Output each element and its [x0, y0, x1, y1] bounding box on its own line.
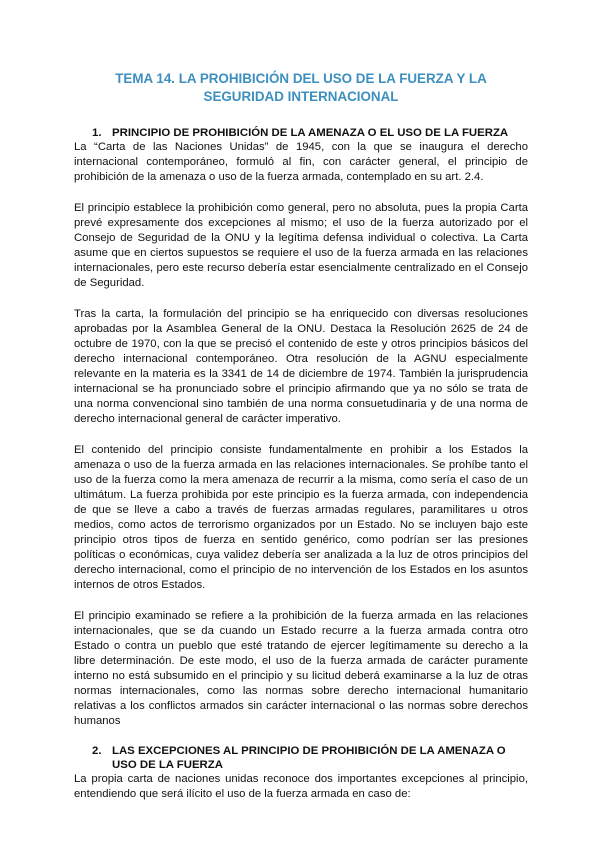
paragraph: La propia carta de naciones unidas reconoce dos importantes excepciones al principio, entendiendo que será ilícito el uso de la fuerza armada en caso de: — [74, 773, 528, 800]
section-number: 2. — [92, 745, 102, 757]
document-title: TEMA 14. LA PROHIBICIÓN DEL USO DE LA FUERZA Y LA SEGURIDAD INTERNACIONAL — [115, 71, 487, 104]
section-1 — [74, 126, 528, 729]
section-2 — [74, 744, 528, 802]
paragraph: La “Carta de las Naciones Unidas” de 1945, con la que se inaugura el derecho internacional contemporáneo, formuló al fin, con carácter general, el principio de prohibición de la amenaza o uso de la fuerza armada, contemplado en su art. 2.4. — [74, 141, 528, 183]
section-heading-text: LAS EXCEPCIONES AL PRINCIPIO DE PROHIBICIÓN DE LA AMENAZA O USO DE LA FUERZA — [112, 745, 506, 771]
paragraph: El principio examinado se refiere a la prohibición de la fuerza armada en las relaciones internacionales, que se da cuando un Estado recurre a la fuerza armada contra otro Estado o contra un pueblo que esté tratando de ejercer legítimamente su derecho a la libre determinación. De este modo, el uso de la fuerza armada de carácter puramente interno no está subsumido en el principio y su licitud deberá examinarse a la luz de otras normas internacionales, como las normas sobre derecho internacional humanitario relativas a los conflictos armados sin carácter internacional o las normas sobre derechos humanos — [74, 610, 528, 727]
section-heading — [74, 744, 528, 772]
section-heading-text: PRINCIPIO DE PROHIBICIÓN DE LA AMENAZA O EL USO DE LA FUERZA — [112, 127, 509, 139]
paragraph: El principio establece la prohibición como general, pero no absoluta, pues la propia Carta prevé expresamente dos excepciones al mismo; el uso de la fuerza autorizado por el Consejo de Seguridad de la ONU y la legítima defensa individual o colectiva. La Carta asume que en ciertos supuestos se requiere el uso de la fuerza armada en las relaciones internacionales, pero este recurso debería estar esencialmente centralizado en el Consejo de Seguridad. — [74, 202, 528, 289]
section-heading — [74, 126, 528, 140]
paragraph: Tras la carta, la formulación del principio se ha enriquecido con diversas resoluciones aprobadas por la Asamblea General de la ONU. Destaca la Resolución 2625 de 24 de octubre de 1970, con la que se precisó el contenido de este y otros principios básicos del derecho internacional contemporáneo. Otra resolución de la AGNU especialmente relevante en la materia es la 3341 de 14 de diciembre de 1974. También la jurisprudencia internacional se ha pronunciado sobre el principio afirmando que ya no sólo se trata de una norma convencional sino también de una norma consuetudinaria y de una norma de derecho internacional general de carácter imperativo. — [74, 308, 528, 425]
section-number: 1. — [92, 127, 102, 139]
paragraph: El contenido del principio consiste fundamentalmente en prohibir a los Estados la amenaza o uso de la fuerza armada en las relaciones internacionales. Se prohíbe tanto el uso de la fuerza como la mera amenaza de recurrir a la misma, como sería el caso de un ultimátum. La fuerza prohibida por este principio es la fuerza armada, con independencia de que se lleve a cabo a través de fuerzas armadas regulares, paramilitares u otros medios, como actos de terrorismo organizados por un Estado. No se incluyen bajo este principio otros tipos de fuerza en sentido genérico, como podrían ser las presiones políticas o económicas, cuya validez debería ser analizada a la luz de otros principios del derecho internacional, como el principio de no intervención de los Estados en los asuntos internos de otros Estados. — [74, 444, 528, 591]
